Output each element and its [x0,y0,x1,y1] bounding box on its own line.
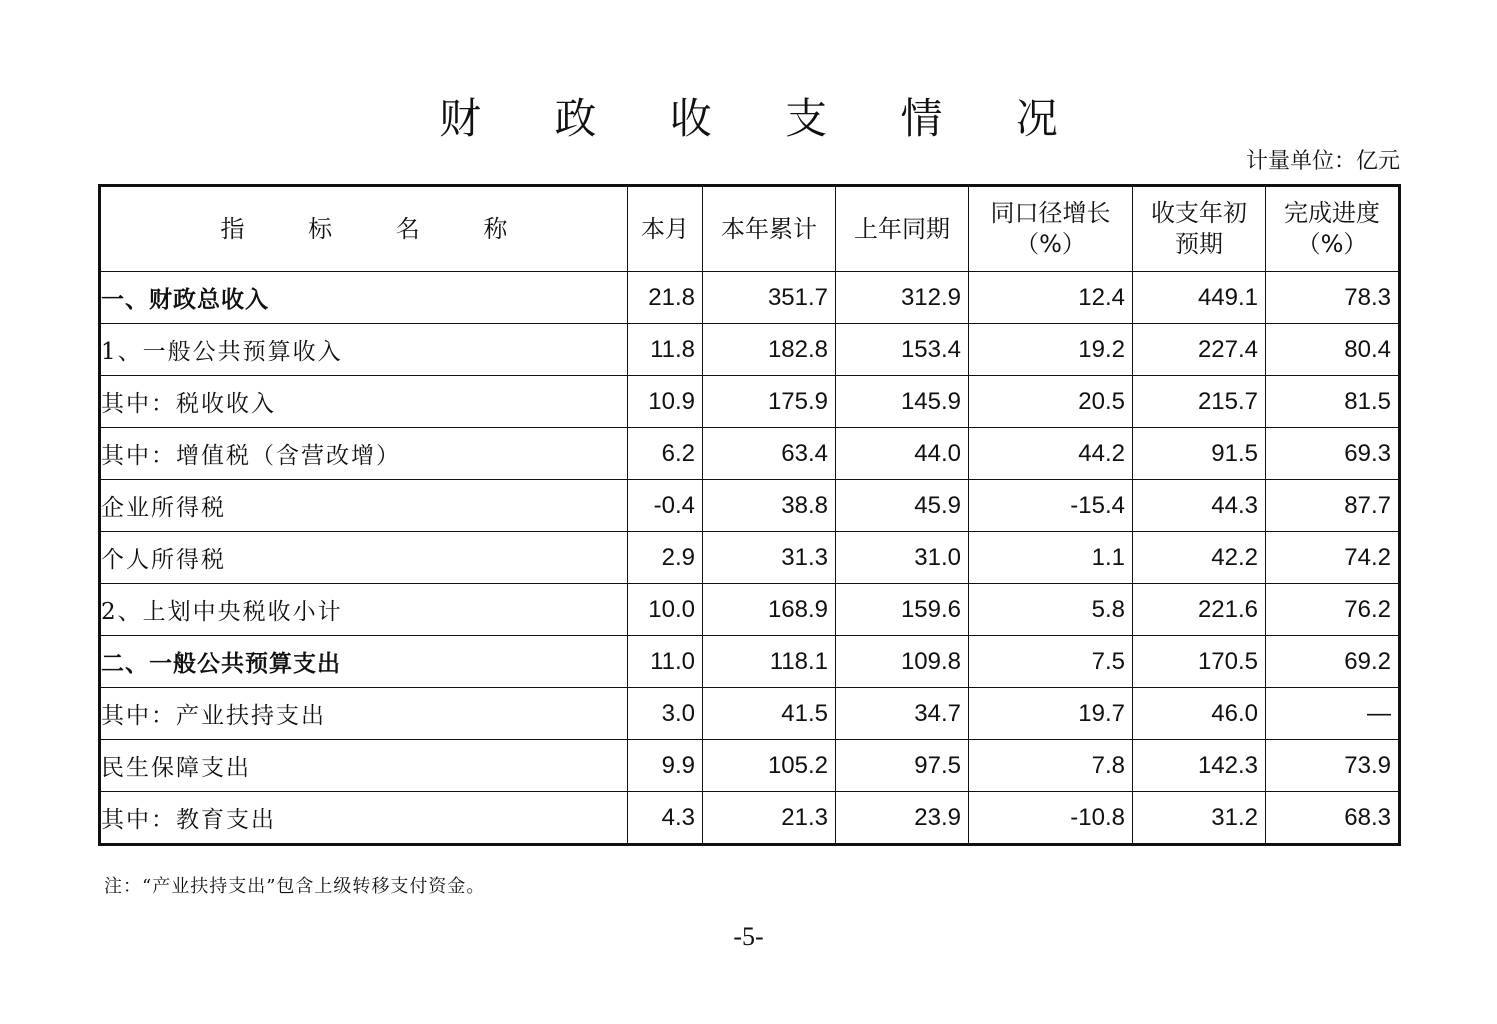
cell-progress: — [1266,688,1400,740]
cell-forecast: 449.1 [1133,272,1266,324]
cell-last-year: 23.9 [836,792,969,845]
cell-ytd: 63.4 [703,428,836,480]
cell-last-year: 145.9 [836,376,969,428]
cell-last-year: 44.0 [836,428,969,480]
cell-progress: 69.3 [1266,428,1400,480]
cell-progress: 78.3 [1266,272,1400,324]
cell-last-year: 109.8 [836,636,969,688]
cell-growth: 44.2 [969,428,1133,480]
cell-forecast: 31.2 [1133,792,1266,845]
cell-month: -0.4 [628,480,703,532]
table-row [100,584,1400,636]
cell-forecast: 46.0 [1133,688,1266,740]
table-row [100,428,1400,480]
table-row [100,480,1400,532]
header-progress [1266,186,1400,272]
cell-growth: -15.4 [969,480,1133,532]
cell-growth: 5.8 [969,584,1133,636]
cell-ytd: 21.3 [703,792,836,845]
header-ytd: 本年累计 [703,186,836,272]
footnote: 注：“产业扶持支出”包含上级转移支付资金。 [104,876,486,897]
cell-growth: 19.2 [969,324,1133,376]
cell-month: 3.0 [628,688,703,740]
cell-last-year: 312.9 [836,272,969,324]
cell-ytd: 351.7 [703,272,836,324]
header-forecast [1133,186,1266,272]
cell-progress: 87.7 [1266,480,1400,532]
cell-ytd: 38.8 [703,480,836,532]
row-label: 民生保障支出 [100,740,628,792]
row-label: 其中：教育支出 [100,792,628,845]
cell-ytd: 118.1 [703,636,836,688]
table-body [100,272,1400,845]
table-row [100,324,1400,376]
cell-progress: 81.5 [1266,376,1400,428]
cell-forecast: 44.3 [1133,480,1266,532]
cell-last-year: 34.7 [836,688,969,740]
cell-month: 10.0 [628,584,703,636]
table-row [100,688,1400,740]
cell-growth: 7.5 [969,636,1133,688]
header-forecast-line2: 预期 [1175,230,1223,258]
row-label: 其中：产业扶持支出 [100,688,628,740]
cell-month: 2.9 [628,532,703,584]
cell-growth: 12.4 [969,272,1133,324]
table-header-row [100,186,1400,272]
cell-month: 11.0 [628,636,703,688]
cell-ytd: 175.9 [703,376,836,428]
table-row [100,792,1400,845]
cell-month: 6.2 [628,428,703,480]
table-row [100,272,1400,324]
row-label: 其中：增值税（含营改增） [100,428,628,480]
cell-month: 21.8 [628,272,703,324]
cell-forecast: 221.6 [1133,584,1266,636]
cell-ytd: 31.3 [703,532,836,584]
row-label: 企业所得税 [100,480,628,532]
table-row [100,532,1400,584]
row-label: 二、一般公共预算支出 [100,636,628,688]
cell-progress: 73.9 [1266,740,1400,792]
cell-growth: 19.7 [969,688,1133,740]
cell-last-year: 31.0 [836,532,969,584]
cell-forecast: 91.5 [1133,428,1266,480]
header-last-year: 上年同期 [836,186,969,272]
cell-growth: 20.5 [969,376,1133,428]
cell-month: 9.9 [628,740,703,792]
header-month: 本月 [628,186,703,272]
cell-forecast: 227.4 [1133,324,1266,376]
header-forecast-line1: 收支年初 [1151,199,1247,227]
cell-progress: 76.2 [1266,584,1400,636]
page-title: 财 政 收 支 情 况 [439,94,1088,143]
cell-last-year: 153.4 [836,324,969,376]
cell-growth: -10.8 [969,792,1133,845]
row-label: 1、一般公共预算收入 [100,324,628,376]
cell-month: 4.3 [628,792,703,845]
cell-forecast: 142.3 [1133,740,1266,792]
cell-forecast: 42.2 [1133,532,1266,584]
cell-last-year: 159.6 [836,584,969,636]
header-growth [969,186,1133,272]
cell-progress: 69.2 [1266,636,1400,688]
cell-ytd: 182.8 [703,324,836,376]
header-growth-line1: 同口径增长 [990,199,1111,227]
header-growth-line2: （%） [1015,230,1086,258]
unit-label: 计量单位：亿元 [1245,149,1400,174]
table-row [100,636,1400,688]
cell-forecast: 215.7 [1133,376,1266,428]
row-label: 个人所得税 [100,532,628,584]
cell-ytd: 105.2 [703,740,836,792]
header-indicator-name: 指 标 名 称 [100,186,628,272]
page-number: -5- [733,922,764,951]
cell-month: 10.9 [628,376,703,428]
cell-last-year: 45.9 [836,480,969,532]
table-row [100,376,1400,428]
cell-progress: 68.3 [1266,792,1400,845]
cell-month: 11.8 [628,324,703,376]
cell-ytd: 168.9 [703,584,836,636]
cell-last-year: 97.5 [836,740,969,792]
finance-table [98,184,1401,846]
row-label: 一、财政总收入 [100,272,628,324]
cell-forecast: 170.5 [1133,636,1266,688]
row-label: 其中：税收收入 [100,376,628,428]
cell-growth: 1.1 [969,532,1133,584]
cell-ytd: 41.5 [703,688,836,740]
table-row [100,740,1400,792]
row-label: 2、上划中央税收小计 [100,584,628,636]
header-progress-line2: （%） [1296,230,1368,258]
header-progress-line1: 完成进度 [1284,199,1380,227]
cell-growth: 7.8 [969,740,1133,792]
cell-progress: 80.4 [1266,324,1400,376]
cell-progress: 74.2 [1266,532,1400,584]
